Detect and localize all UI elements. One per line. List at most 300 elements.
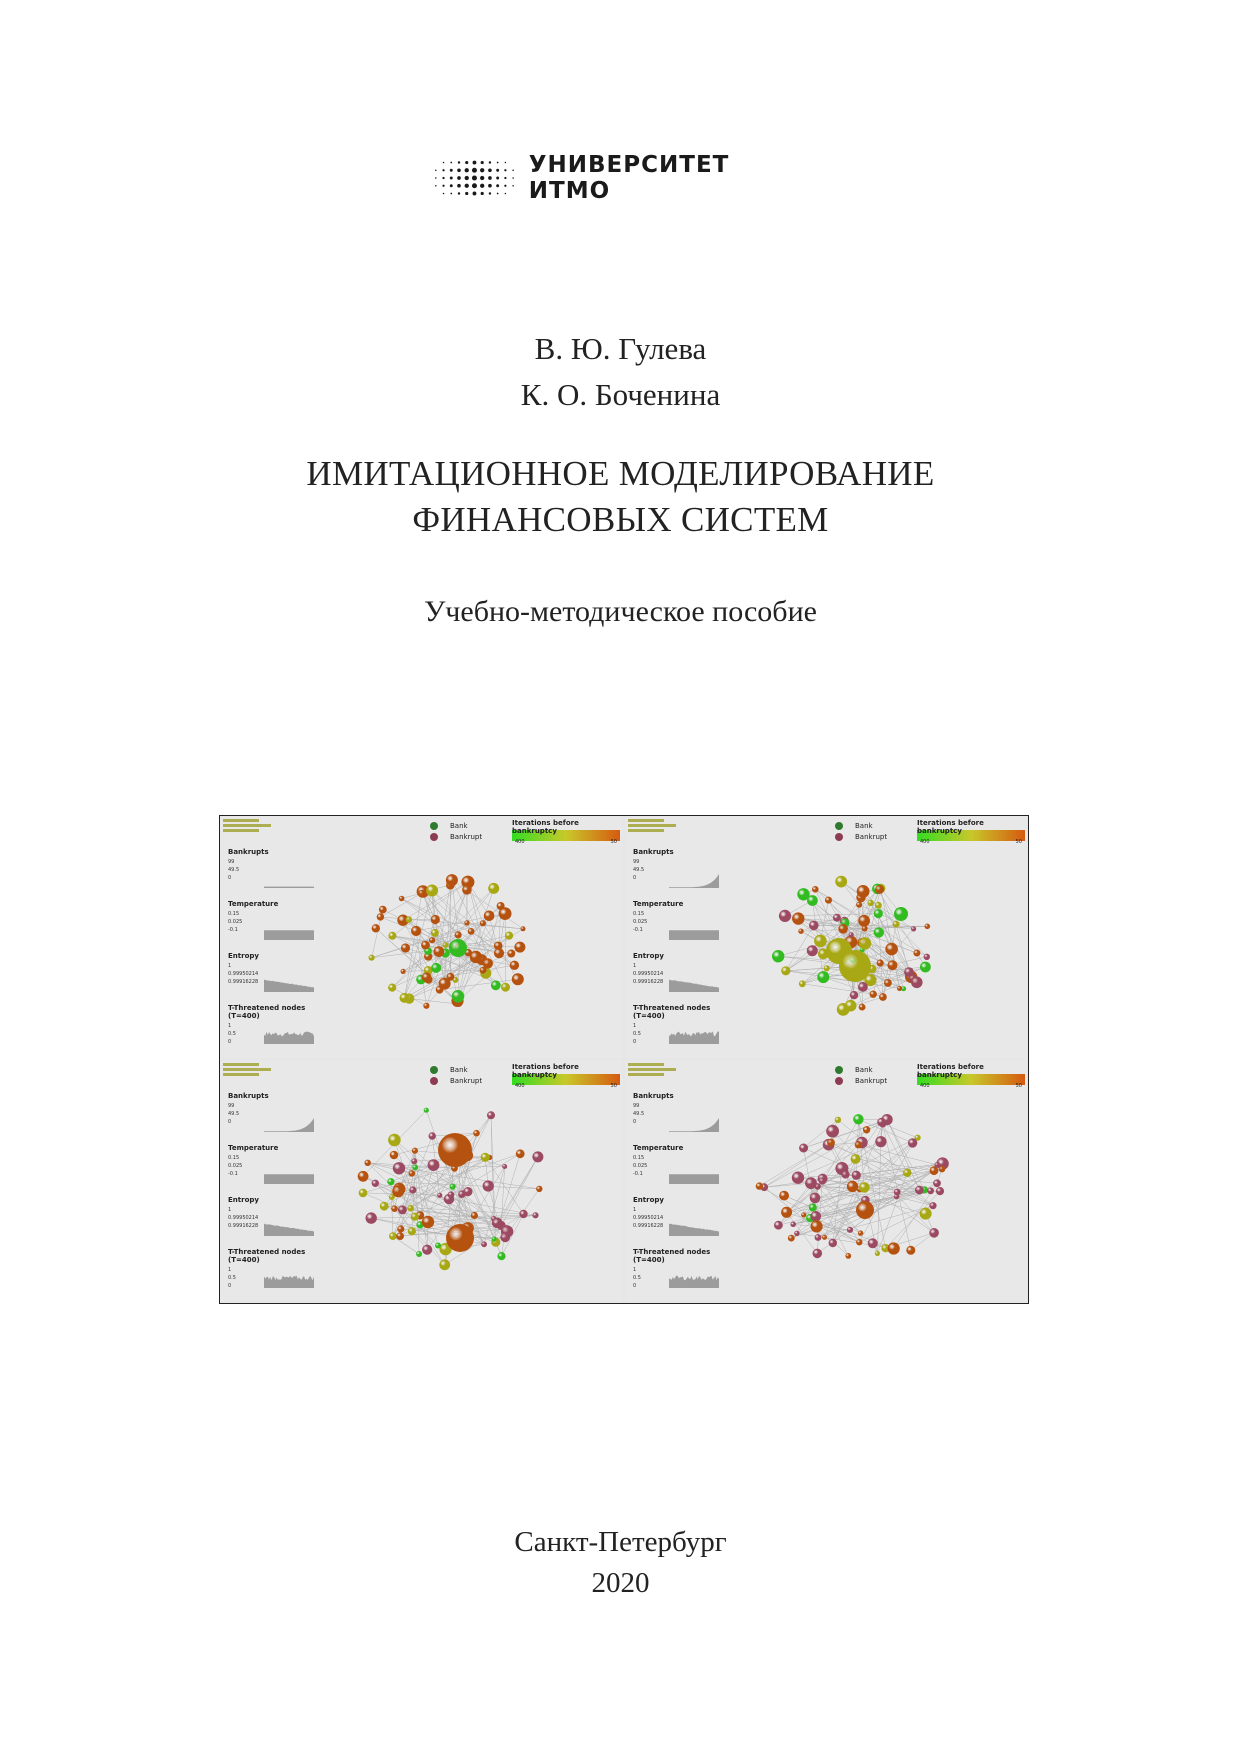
- network-node: [365, 1160, 371, 1166]
- network-node: [853, 1114, 863, 1124]
- bankrupt-legend-label: Bankrupt: [855, 832, 888, 841]
- network-node: [805, 1177, 817, 1189]
- metric-tick: 1: [633, 1267, 637, 1273]
- bankrupt-legend-dot: [835, 1077, 843, 1085]
- network-node: [810, 1193, 821, 1204]
- metric-chart: [633, 952, 723, 1004]
- metric-tick: -0.1: [633, 927, 643, 933]
- network-node: [409, 1186, 416, 1193]
- network-node: [497, 1252, 505, 1260]
- network-node: [369, 955, 375, 961]
- network-node: [494, 948, 504, 958]
- network-node: [915, 1186, 924, 1195]
- metric-tick: 0.025: [633, 919, 648, 925]
- metric-tick: 1: [228, 1207, 232, 1213]
- metric-tick: 0.15: [228, 1155, 240, 1161]
- simulation-panel-3: [220, 1060, 622, 1302]
- network-node: [392, 1185, 404, 1197]
- network-node: [888, 1242, 900, 1254]
- network-node: [434, 946, 445, 957]
- network-node: [492, 1218, 503, 1229]
- network-node: [779, 1191, 789, 1201]
- network-node: [497, 902, 505, 910]
- network-node: [858, 982, 868, 992]
- itmo-logo: [430, 152, 810, 204]
- network-node: [801, 1212, 806, 1217]
- subtitle: Учебно-методическое пособие: [424, 595, 817, 628]
- network-node: [927, 1187, 934, 1194]
- network-node: [838, 924, 848, 934]
- node-legend: [430, 820, 482, 842]
- metric-name: Bankrupts: [633, 848, 674, 856]
- network-node: [779, 910, 791, 922]
- bank-legend-dot: [835, 1066, 843, 1074]
- metric-tick: 0: [228, 1283, 232, 1289]
- metric-chart: [228, 1092, 318, 1144]
- network-node: [879, 993, 887, 1001]
- bank-legend-label: Bank: [450, 1065, 468, 1074]
- simulation-panel-2: [625, 816, 1027, 1058]
- network-node: [429, 937, 435, 943]
- network-node: [862, 926, 868, 932]
- network-node: [856, 902, 862, 908]
- network-node: [447, 973, 455, 981]
- network-node: [426, 885, 438, 897]
- metric-tick: -0.1: [228, 927, 238, 933]
- network-node: [407, 1205, 414, 1212]
- metric-tick: 49.5: [633, 1111, 645, 1117]
- network-node: [839, 950, 871, 982]
- iterations-title: Iterations before bankruptcy: [512, 819, 579, 835]
- bankrupt-legend-dot: [835, 833, 843, 841]
- network-node: [464, 920, 469, 925]
- metric-name: Temperature: [633, 900, 684, 908]
- metric-chart: [228, 1248, 318, 1300]
- network-node: [811, 1211, 822, 1222]
- network-node: [471, 1212, 478, 1219]
- network-node: [398, 1205, 407, 1214]
- network-node: [412, 1164, 418, 1170]
- network-node: [875, 885, 884, 894]
- network-node: [790, 1222, 796, 1228]
- network-node: [359, 1189, 368, 1198]
- metric-name: Entropy: [633, 952, 664, 960]
- network-node: [372, 924, 380, 932]
- metric-tick: 0.15: [633, 911, 645, 917]
- metrics-sidebar: [633, 848, 723, 1056]
- metric-tick: 1: [228, 963, 232, 969]
- network-node: [505, 932, 513, 940]
- metric-name: Entropy: [228, 1196, 259, 1204]
- metric-tick: 1: [633, 1207, 637, 1213]
- network-node: [835, 1117, 841, 1123]
- network-node: [458, 1190, 466, 1198]
- network-node: [388, 1134, 401, 1147]
- metrics-sidebar: [228, 848, 318, 1056]
- network-node: [483, 1180, 494, 1191]
- bankrupt-legend-label: Bankrupt: [450, 832, 483, 841]
- network-node: [856, 1239, 862, 1245]
- metric-name: Entropy: [228, 952, 259, 960]
- network-node: [446, 874, 458, 886]
- metric-tick: 0.99950214: [228, 1215, 259, 1221]
- bankrupt-legend-dot: [430, 1077, 438, 1085]
- network-node: [442, 942, 448, 948]
- network-node: [781, 1207, 792, 1218]
- network-node: [452, 990, 465, 1003]
- network-node: [532, 1212, 538, 1218]
- simulation-panel-4: [625, 1060, 1027, 1302]
- network-node: [480, 967, 487, 974]
- iterations-legend: [512, 1063, 620, 1092]
- network-node: [893, 921, 900, 928]
- network-node: [933, 1179, 941, 1187]
- metric-name: Bankrupts: [228, 848, 269, 856]
- network-node: [885, 943, 898, 956]
- network-node: [859, 937, 871, 949]
- network-node: [481, 1153, 490, 1162]
- network-node: [859, 1182, 870, 1193]
- metric-tick: 0: [633, 875, 637, 881]
- iterations-title: Iterations before bankruptcy: [917, 1063, 984, 1079]
- network-node: [491, 980, 501, 990]
- iterations-title: Iterations before bankruptcy: [917, 819, 984, 835]
- network-node: [421, 941, 430, 950]
- network-node: [939, 1166, 946, 1173]
- network-node: [792, 912, 804, 924]
- network-node: [480, 920, 486, 926]
- metric-chart: [633, 900, 723, 952]
- metric-name: T-Threatened nodes (T=400): [633, 1004, 711, 1020]
- network-node: [435, 1243, 441, 1249]
- iterations-gradient: [917, 837, 1025, 848]
- authors: [0, 326, 1241, 418]
- network-node: [848, 932, 853, 937]
- metric-tick: 0.5: [228, 1275, 236, 1281]
- metric-tick: 0.99916228: [228, 1223, 259, 1229]
- network-node: [510, 961, 519, 970]
- network-node: [847, 1181, 858, 1192]
- network-node: [798, 929, 803, 934]
- year: 2020: [591, 1567, 650, 1599]
- iterations-max: 50: [610, 1083, 617, 1089]
- network-node: [925, 924, 931, 930]
- network-node: [422, 1216, 434, 1228]
- network-node: [455, 931, 462, 938]
- network-node: [422, 973, 432, 983]
- network-node: [792, 1172, 804, 1184]
- book-title: [0, 451, 1241, 543]
- network-node: [416, 1251, 422, 1257]
- metric-tick: 0.99916228: [633, 979, 664, 985]
- iterations-max: 50: [1015, 1083, 1022, 1089]
- network-node: [429, 1132, 436, 1139]
- metric-chart: [228, 1004, 318, 1056]
- network-node: [859, 1004, 866, 1011]
- metric-tick: 0.025: [228, 919, 243, 925]
- metric-tick: 0: [228, 1119, 232, 1125]
- network-node: [807, 945, 818, 956]
- iterations-min: 400: [920, 839, 930, 845]
- network-node: [807, 895, 818, 906]
- network-node: [911, 977, 923, 989]
- metric-tick: 0: [633, 1119, 637, 1125]
- network-node: [851, 1154, 861, 1164]
- network-node: [903, 1169, 911, 1177]
- network-node: [858, 1230, 863, 1235]
- network-node: [815, 1234, 822, 1241]
- iterations-gradient: [512, 837, 620, 848]
- network-node: [857, 885, 870, 898]
- metric-name: Temperature: [228, 1144, 279, 1152]
- bank-legend-label: Bank: [855, 1065, 873, 1074]
- metric-tick: -0.1: [228, 1171, 238, 1177]
- publication-place: [0, 1522, 1241, 1604]
- iterations-max: 50: [1015, 839, 1022, 845]
- metric-tick: 0.5: [228, 1031, 236, 1037]
- network-node: [894, 907, 908, 921]
- network-node: [913, 950, 920, 957]
- network-node: [437, 1193, 442, 1198]
- network-node: [446, 1224, 474, 1252]
- network-node: [794, 1231, 799, 1236]
- metric-tick: 0: [633, 1039, 637, 1045]
- network-node: [501, 983, 510, 992]
- network-node: [875, 1251, 880, 1256]
- bankrupt-legend-label: Bankrupt: [855, 1076, 888, 1085]
- network-node: [812, 886, 819, 893]
- network-node: [492, 1237, 497, 1242]
- metric-tick: 1: [228, 1023, 232, 1029]
- network-node: [841, 1170, 849, 1178]
- network-node: [788, 1235, 795, 1242]
- network-node: [390, 1151, 399, 1160]
- title-line-2: ФИНАНСОВЫХ СИСТЕМ: [412, 500, 829, 539]
- network-node: [366, 1212, 377, 1223]
- metric-tick: 0.15: [633, 1155, 645, 1161]
- network-node: [389, 1232, 397, 1240]
- metric-tick: 0.5: [633, 1031, 641, 1037]
- network-node: [502, 1164, 507, 1169]
- metric-name: Bankrupts: [633, 1092, 674, 1100]
- metric-tick: 0.99916228: [633, 1223, 664, 1229]
- network-node: [809, 1204, 817, 1212]
- network-node: [817, 971, 829, 983]
- network-node: [399, 896, 405, 902]
- metric-chart: [633, 848, 723, 900]
- metric-tick: 49.5: [633, 867, 645, 873]
- network-node: [422, 1245, 432, 1255]
- network-node: [448, 1191, 455, 1198]
- metric-tick: 0.99950214: [633, 971, 664, 977]
- network-node: [423, 1003, 429, 1009]
- bank-legend-dot: [430, 1066, 438, 1074]
- bank-legend-dot: [835, 822, 843, 830]
- metric-tick: 0: [228, 1039, 232, 1045]
- network-node: [908, 1138, 917, 1147]
- metric-tick: 99: [228, 1103, 235, 1109]
- network-node: [811, 1220, 823, 1232]
- metric-tick: 0.99950214: [228, 971, 259, 977]
- network-node: [481, 1241, 487, 1247]
- node-legend: [430, 1064, 482, 1086]
- network-node: [852, 1171, 861, 1180]
- network-node: [827, 1139, 835, 1147]
- network-node: [824, 965, 830, 971]
- network-node: [401, 943, 410, 952]
- network-node: [521, 926, 526, 931]
- bank-legend-dot: [430, 822, 438, 830]
- metric-tick: 0: [228, 875, 232, 881]
- network-node: [774, 1221, 783, 1230]
- network-node: [418, 890, 425, 897]
- network-node: [934, 1162, 940, 1168]
- network-node: [396, 1232, 404, 1240]
- itmo-dots-icon: [430, 156, 523, 200]
- network-node: [825, 897, 832, 904]
- metric-chart: [228, 1196, 318, 1248]
- network-node: [875, 902, 882, 909]
- logo-text: УНИВЕРСИТЕТ ИТМО: [528, 152, 730, 204]
- network-node: [850, 991, 858, 999]
- network-node: [468, 928, 475, 935]
- metric-tick: 1: [633, 963, 637, 969]
- iterations-max: 50: [610, 839, 617, 845]
- metric-tick: 1: [228, 1267, 232, 1273]
- network-node: [514, 942, 525, 953]
- iterations-min: 400: [515, 839, 525, 845]
- network-node: [868, 1238, 878, 1248]
- network-node: [512, 973, 524, 985]
- network-node: [799, 1144, 808, 1153]
- author-2: К. О. Боченина: [520, 377, 721, 412]
- network-node: [428, 1159, 440, 1171]
- network-node: [877, 959, 884, 966]
- network-node: [411, 926, 421, 936]
- metric-name: Bankrupts: [228, 1092, 269, 1100]
- network-node: [887, 960, 897, 970]
- bankrupt-legend-dot: [430, 833, 438, 841]
- metric-tick: 0.025: [633, 1163, 648, 1169]
- metric-chart: [228, 952, 318, 1004]
- network-node: [358, 1171, 369, 1182]
- network-node: [377, 913, 384, 920]
- network-node: [387, 1178, 394, 1185]
- iterations-gradient: [512, 1081, 620, 1092]
- network-node: [462, 885, 472, 895]
- author-1: В. Ю. Гулева: [534, 331, 707, 366]
- network-node: [833, 914, 841, 922]
- network-node: [438, 1133, 472, 1167]
- network-node: [829, 1239, 837, 1247]
- network-node: [845, 1253, 851, 1259]
- bank-legend-label: Bank: [450, 821, 468, 830]
- network-node: [855, 1141, 862, 1148]
- network-node: [409, 1170, 416, 1177]
- network-node: [439, 1259, 450, 1270]
- network-node: [424, 1108, 429, 1113]
- network-node: [431, 963, 441, 973]
- metric-tick: 0.99950214: [633, 1215, 664, 1221]
- metric-name: Temperature: [633, 1144, 684, 1152]
- metric-tick: 99: [633, 1103, 640, 1109]
- metric-tick: 0.15: [228, 911, 240, 917]
- metric-chart: [228, 1144, 318, 1196]
- metric-name: T-Threatened nodes (T=400): [228, 1004, 306, 1020]
- network-node: [856, 1201, 874, 1219]
- network-node: [894, 1189, 901, 1196]
- network-node: [507, 950, 515, 958]
- metric-tick: 99: [228, 859, 235, 865]
- network-node: [904, 967, 914, 977]
- network-node: [487, 1111, 495, 1119]
- network-node: [372, 1180, 379, 1187]
- network-node: [401, 969, 406, 974]
- network-node: [875, 1136, 886, 1147]
- network-node: [470, 951, 482, 963]
- network-node: [822, 1235, 827, 1240]
- bank-legend-label: Bank: [855, 821, 873, 830]
- title-line-1: ИМИТАЦИОННОЕ МОДЕЛИРОВАНИЕ: [306, 454, 935, 493]
- network-node: [863, 1126, 870, 1133]
- iterations-legend: [917, 819, 1025, 848]
- network-node: [911, 926, 916, 931]
- network-node: [920, 962, 931, 973]
- network-node: [391, 1205, 398, 1212]
- network-node: [406, 916, 412, 922]
- metric-name: T-Threatened nodes (T=400): [633, 1248, 711, 1264]
- network-node: [826, 1125, 839, 1138]
- network-node: [835, 876, 847, 888]
- network-node: [897, 986, 902, 991]
- network-node: [484, 911, 495, 922]
- metric-tick: 99: [633, 859, 640, 865]
- metric-tick: -0.1: [633, 1171, 643, 1177]
- network-node: [397, 1225, 404, 1232]
- metric-tick: 0.5: [633, 1275, 641, 1281]
- network-node: [449, 939, 467, 957]
- network-node: [756, 1182, 763, 1189]
- metrics-sidebar: [228, 1092, 318, 1300]
- network-node: [431, 929, 439, 937]
- network-node: [920, 1208, 932, 1220]
- iterations-title: Iterations before bankruptcy: [512, 1063, 579, 1079]
- network-node: [874, 927, 884, 937]
- node-legend: [835, 1064, 887, 1086]
- network-node: [536, 1186, 542, 1192]
- network-node: [929, 1202, 936, 1209]
- network-node: [412, 1148, 418, 1154]
- network-node: [819, 1177, 826, 1184]
- network-node: [431, 915, 440, 924]
- iterations-gradient: [917, 1081, 1025, 1092]
- network-node: [450, 1184, 456, 1190]
- network-node: [884, 979, 892, 987]
- network-node: [874, 909, 883, 918]
- metric-name: T-Threatened nodes (T=400): [228, 1248, 306, 1264]
- city: Санкт-Петербург: [514, 1526, 727, 1558]
- network-node: [519, 1210, 527, 1218]
- metric-name: Temperature: [228, 900, 279, 908]
- network-node: [411, 1158, 417, 1164]
- bankrupt-legend-label: Bankrupt: [450, 1076, 483, 1085]
- metric-tick: 49.5: [228, 1111, 240, 1117]
- network-node: [772, 950, 784, 962]
- network-node: [877, 1118, 886, 1127]
- metric-chart: [633, 1196, 723, 1248]
- network-node: [845, 1000, 857, 1012]
- network-node: [929, 1228, 939, 1238]
